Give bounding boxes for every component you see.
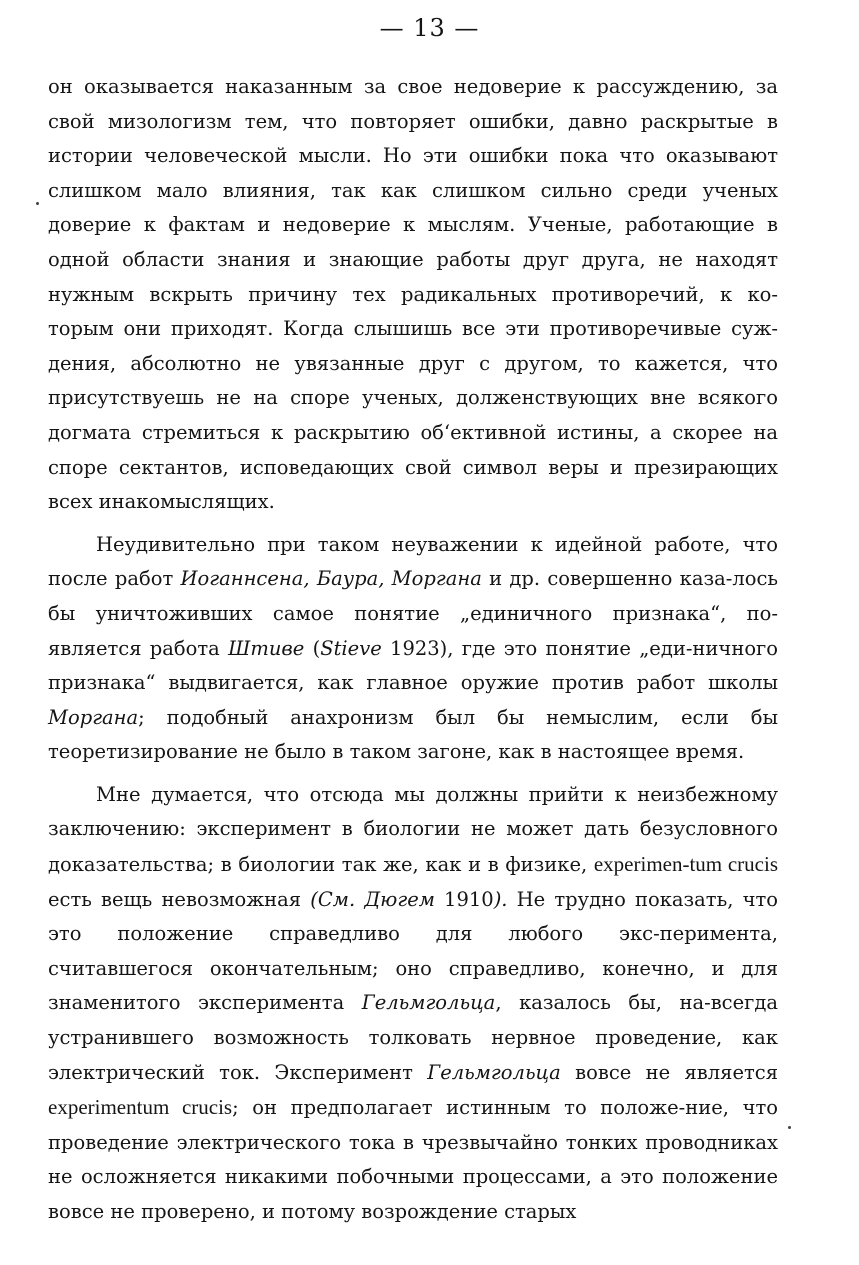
text-segment: Не трудно показать, что это положение справедливо для любого экс-перимента, считавшегося окончательным; оно справедливо, конечно, и для знаменитого эксперимента bbox=[48, 887, 778, 1015]
text-segment: есть вещь невозможная bbox=[48, 887, 311, 911]
paragraph-1 bbox=[48, 70, 778, 520]
text-segment: Мне думается, что отсюда мы должны прийти к неизбежному заключению: эксперимент в биологии не может дать безусловного доказательства; в биологии так же, как и в физике, bbox=[48, 782, 778, 877]
text-segment: (См. Дюгем bbox=[310, 887, 435, 911]
text-segment: 1923), где это понятие „еди-ничного признака“ выдвигается, как главное оружие против работ школы bbox=[48, 636, 779, 695]
text-segment: и др. совершенно каза-лось бы уничтоживших самое понятие „единичного признака“, по-является работа bbox=[48, 567, 779, 660]
text-segment: Иоганнсена, Баура, Моргана bbox=[180, 567, 482, 591]
print-speck bbox=[788, 1126, 791, 1129]
text-segment: Гельмгольца bbox=[427, 1060, 561, 1084]
text-segment: ; он предполагает истинным то положе-ние, что проведение электрического тока в чрезвычайно тонких проводниках не осложняется никакими побочными процессами, а это положение вовсе не проверено, и потому возрождение старых bbox=[48, 1096, 778, 1223]
text-segment: ( bbox=[304, 636, 321, 660]
paragraph-2 bbox=[48, 528, 778, 770]
text-segment: Неудивительно при таком неуважении к идейной работе, что после работ bbox=[48, 532, 778, 591]
text-segment: вовсе не является bbox=[560, 1060, 778, 1084]
text-segment: , казалось бы, на-всегда устранившего возможность толковать нервное проведение, как электрический ток. Эксперимент bbox=[48, 991, 778, 1084]
text-segment: Моргана bbox=[48, 705, 139, 729]
print-speck bbox=[36, 202, 39, 205]
text-segment: 1910 bbox=[434, 887, 494, 911]
text-segment: Гельмгольца bbox=[361, 991, 496, 1015]
text-segment: experimentum crucis bbox=[48, 1095, 233, 1120]
text-segment: experimen-tum crucis bbox=[593, 852, 779, 877]
text-segment: Штиве bbox=[228, 636, 305, 660]
text-segment: ; подобный анахронизм был бы немыслим, если бы теоретизирование не было в таком загоне, как в настоящее время. bbox=[48, 705, 778, 764]
paragraph-3 bbox=[48, 778, 778, 1230]
text-segment: ). bbox=[493, 887, 508, 911]
text-segment: он оказывается наказанным за свое недоверие к рассуждению, за свой мизологизм тем, что повторяет ошибки, давно раскрытые в истории человеческой мысли. Но эти ошибки пока что оказывают слишком мало влияния, так как слишком сильно среди ученых доверие к фактам и недоверие к мыслям. Ученые, работающие в одной области знания и знающие работы друг друга, не находят нужным вскрыть причину тех радикальных противоречий, к ко-торым они приходят. Когда слышишь все эти противоречивые суж-дения, абсолютно не увязанные друг с другом, то кажется, что присутствуешь не на споре ученых, долженствующих вне всякого догмата стремиться к раскрытию об‘ективной истины, а скорее на споре сектантов, исповедающих свой символ веры и презирающих всех инакомыслящих. bbox=[48, 75, 778, 514]
body-text bbox=[48, 70, 778, 1230]
text-segment: Stieve bbox=[320, 636, 382, 660]
page-number: — 13 — bbox=[379, 14, 480, 42]
